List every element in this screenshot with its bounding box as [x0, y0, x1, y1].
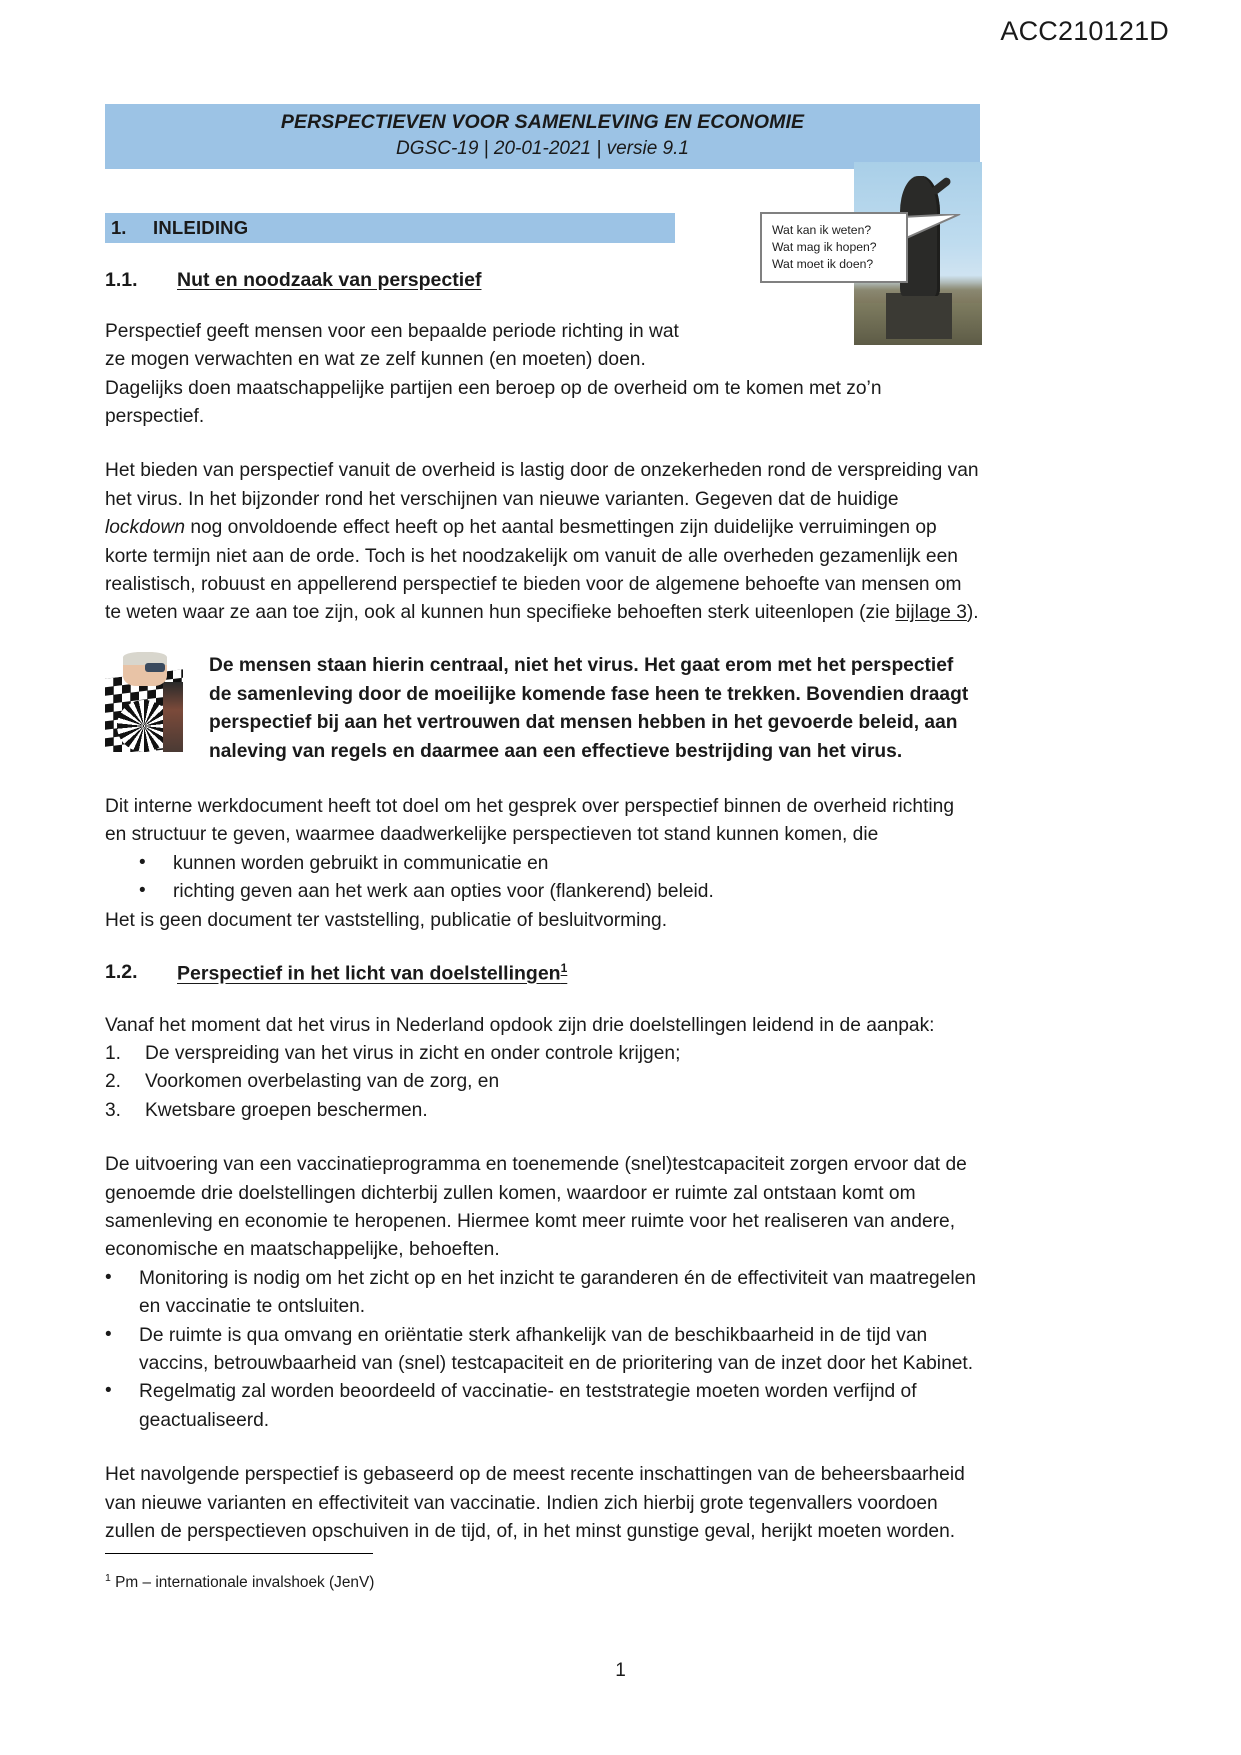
callout-block	[105, 652, 980, 767]
page-number: 1	[615, 1660, 626, 1681]
term-lockdown: lockdown	[105, 517, 185, 539]
list-item	[105, 1068, 980, 1096]
bullet-list-doel	[105, 850, 980, 907]
subheading-1-2-label	[177, 961, 567, 986]
list-number: 1.	[105, 1043, 122, 1064]
list-item	[105, 1265, 980, 1322]
bullet-text: kunnen worden gebruikt in communicatie en	[173, 852, 549, 874]
footnote-body: Pm – internationale invalshoek (JenV)	[110, 1574, 375, 1592]
list-item	[105, 1040, 980, 1068]
checkered-person-image	[105, 652, 183, 752]
speech-bubble-line1: Wat kan ik weten?	[772, 223, 872, 237]
statue-arm	[930, 176, 952, 196]
footnote-marker: 1	[105, 1572, 111, 1584]
section-heading-1-label: INLEIDING	[153, 216, 249, 238]
bullet-text: richting geven aan het werk aan opties voor (flankerend) beleid.	[173, 881, 714, 903]
footnote-separator	[105, 1553, 373, 1554]
bullet-text: Regelmatig zal worden beoordeeld of vaccinatie- en teststrategie moeten worden verfijnd of geactualiseerd.	[139, 1381, 917, 1431]
subheading-1-1-label: Nut en noodzaak van perspectief	[177, 268, 482, 291]
section-heading-1-number: 1.	[111, 216, 127, 238]
paragraph-werkdocument: Dit interne werkdocument heeft tot doel om het gesprek over perspectief binnen de overheid richting en structuur te geven, waarmee daadwerkelijke perspectieven tot stand kunnen komen, die	[105, 796, 954, 846]
paragraph-part-c: ).	[966, 602, 979, 624]
footnote-reference[interactable]: 1	[560, 961, 568, 976]
list-text: Kwetsbare groepen beschermen.	[145, 1099, 428, 1121]
paragraph-navolgende-perspectief: Het navolgende perspectief is gebaseerd op de meest recente inschattingen van de beheersbaarheid van nieuwe varianten en effectiviteit van vaccinatie. Indien zich hierbij grote tegenvallers voordoen zullen de perspectieven opschuiven in de tijd, of, in het minst gunstige geval, herijkt moeten worden.	[105, 1464, 965, 1543]
title-banner	[105, 104, 980, 169]
paragraph-intro-line3: Dagelijks doen maatschappelijke partijen een beroep op de overheid om te komen met zo’n perspectief.	[105, 377, 882, 428]
sunglasses-shape	[145, 663, 165, 672]
list-text: De verspreiding van het virus in zicht en onder controle krijgen;	[145, 1043, 681, 1064]
sleeve-shape	[163, 682, 183, 752]
callout-text: De mensen staan hierin centraal, niet het virus. Het gaat erom met het perspectief de samenleving door de moeilijke komende fase heen te trekken. Bovendien draagt perspectief bij aan het vertrouwen dat mensen hebben in het gevoerde beleid, aan naleving van regels en daarmee aan een effectieve bestrijding van het virus.	[209, 654, 969, 763]
bullet-text: De ruimte is qua omvang en oriëntatie sterk afhankelijk van de beschikbaarheid in de tijd van vaccins, betrouwbaarheid van (snel) testcapaciteit en de prioritering van de inzet door het Kabinet.	[139, 1324, 974, 1375]
list-item	[105, 1322, 980, 1379]
kant-statue-figure	[692, 162, 982, 345]
title-banner-line1: PERSPECTIEVEN VOOR SAMENLEVING EN ECONOMIE	[280, 111, 805, 133]
subheading-1-2-text: Perspectief in het licht van doelstellingen	[177, 962, 561, 985]
paragraph-doelstellingen-intro: Vanaf het moment dat het virus in Nederland opdook zijn drie doelstellingen leidend in de aanpak:	[105, 1014, 935, 1036]
subheading-1-2	[105, 961, 980, 986]
footnote-text	[105, 1572, 374, 1592]
paragraph-intro-line1: Perspectief geeft mensen voor een bepaalde periode richting in wat	[105, 320, 679, 342]
subheading-1-2-number: 1.2.	[105, 961, 138, 984]
speech-bubble	[760, 212, 908, 283]
paragraph-part-a: Het bieden van perspectief vanuit de overheid is lastig door de onzekerheden rond de verspreiding van het virus. In het bijzonder rond het verschijnen van nieuwe varianten. Gegeven dat de huidige	[105, 460, 979, 510]
speech-bubble-line2: Wat mag ik hopen?	[772, 239, 877, 254]
list-item	[105, 1378, 980, 1435]
statue-plinth	[886, 293, 952, 339]
numbered-list-doelstellingen	[105, 1040, 980, 1125]
list-number: 3.	[105, 1099, 122, 1121]
link-bijlage-3[interactable]: bijlage 3	[895, 602, 967, 624]
paragraph-perspectief-overheid	[105, 457, 980, 627]
paragraph-vaccinatieprogramma: De uitvoering van een vaccinatieprogramma en toenemende (snel)testcapaciteit zorgen ervoor dat de genoemde drie doelstellingen dichterbij zullen komen, waardoor er ruimte zal ontstaan komt om samenleving en economie te heropenen. Hiermee komt meer ruimte voor het realiseren van andere, economische en maatschappelijke, behoeften.	[105, 1154, 967, 1261]
bullet-list-monitoring	[105, 1265, 980, 1435]
title-banner-line2: DGSC-19 | 20-01-2021 | versie 9.1	[396, 137, 689, 159]
paragraph-part-b: nog onvoldoende effect heeft op het aantal besmettingen zijn duidelijke verruimingen op korte termijn niet aan de orde. Toch is het noodzakelijk om vanuit de alle overheden gezamenlijk een realistisch, robuust en appellerend perspectief te bieden voor de algemene behoefte van mensen om te weten waar ze aan toe zijn, ook al kunnen hun specifieke behoeften sterk uiteenlopen (zie	[105, 517, 962, 624]
section-heading-1	[105, 213, 675, 243]
list-number: 2.	[105, 1071, 122, 1093]
paragraph-intro-line2: ze mogen verwachten en wat ze zelf kunnen (en moeten) doen.	[105, 349, 646, 371]
list-item	[105, 1097, 980, 1125]
list-item	[105, 850, 980, 878]
subheading-1-1-number: 1.1.	[105, 268, 138, 291]
bullet-text: Monitoring is nodig om het zicht op en het inzicht te garanderen én de effectiviteit van maatregelen en vaccinatie te ontsluiten.	[139, 1267, 976, 1318]
paragraph-geen-document: Het is geen document ter vaststelling, publicatie of besluitvorming.	[105, 909, 668, 931]
list-item	[105, 878, 980, 906]
document-code: ACC210121D	[1000, 16, 1169, 46]
speech-bubble-line3: Wat moet ik doen?	[772, 256, 874, 271]
list-text: Voorkomen overbelasting van de zorg, en	[145, 1071, 500, 1093]
